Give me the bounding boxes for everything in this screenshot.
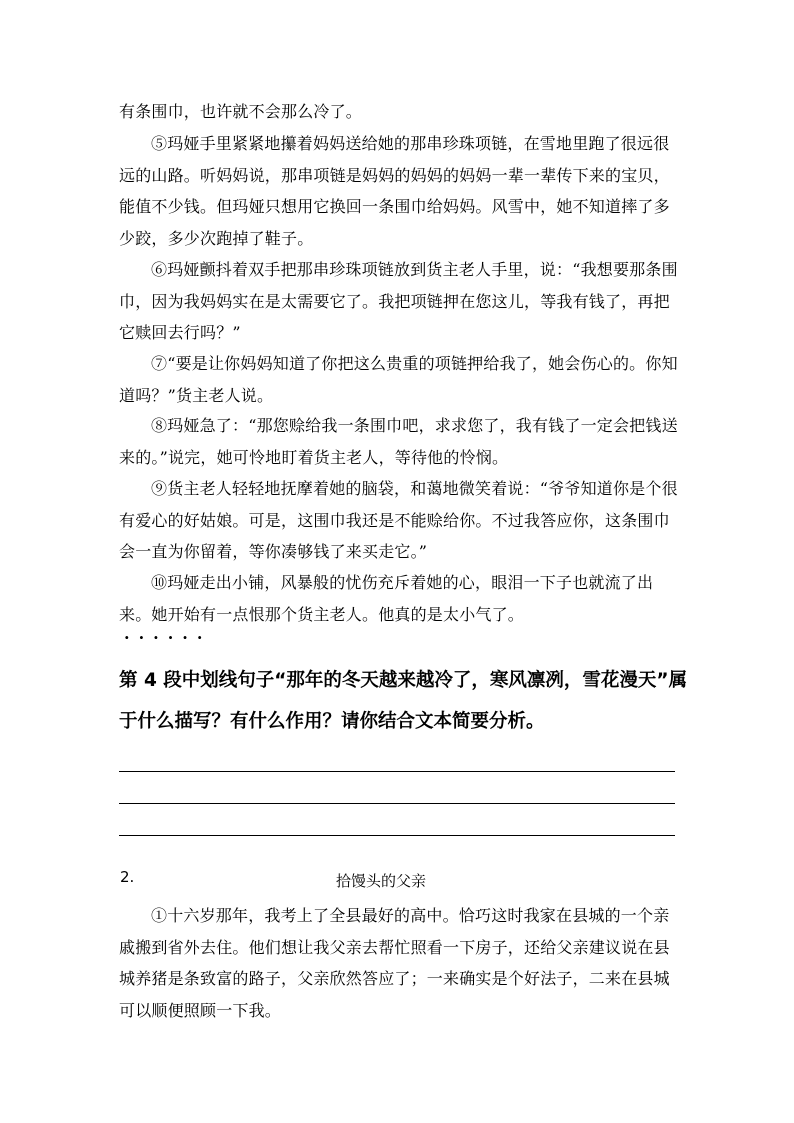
answer-line[interactable] <box>119 835 675 836</box>
passage-2-paragraph-1: ①十六岁那年，我考上了全县最好的高中。恰巧这时我家在县城的一个亲戚搬到省外去住。他们想让我父亲去帮忙照看一下房子，还给父亲建议说在县城养猪是条致富的路子，父亲欣然答应了；一来确实是个好法子，二来在县城可以顺便照顾一下我。 <box>119 906 670 1020</box>
paragraph-fragment: 有条围巾，也许就不会那么冷了。 <box>119 102 363 121</box>
passage-2-title: 拾馒头的父亲 <box>336 872 427 890</box>
paragraph-9: ⑨货主老人轻轻地抚摩着她的脑袋，和蔼地微笑着说：“爷爷知道你是个很有爱心的好姑娘。可是，这围巾我还是不能赊给你。不过我答应你，这条围巾会一直为你留着，等你凑够钱了来买走它。” <box>119 479 678 561</box>
ellipsis-dots: ······ <box>124 628 212 647</box>
question-1-text: 第 4 段中划线句子“那年的冬天越来越冷了，寒风凛冽，雪花漫天”属于什么描写？有什么作用？请你结合文本简要分析。 <box>119 670 688 732</box>
paragraph-7: ⑦“要是让你妈妈知道了你把这么贵重的项链押给我了，她会伤心的。你知道吗？”货主老人说。 <box>119 354 678 405</box>
answer-line[interactable] <box>119 803 675 804</box>
paragraph-5: ⑤玛娅手里紧紧地攥着妈妈送给她的那串珍珠项链，在雪地里跑了很远很远的山路。听妈妈说，那串项链是妈妈的妈妈的妈妈一辈一辈传下来的宝贝，能值不少钱。但玛娅只想用它换回一条围巾给妈妈。风雪中，她不知道摔了多少跤，多少次跑掉了鞋子。 <box>119 134 670 248</box>
paragraph-6: ⑥玛娅颤抖着双手把那串珍珠项链放到货主老人手里，说：“我想要那条围巾，因为我妈妈实在是太需要它了。我把项链押在您这儿，等我有钱了，再把它赎回去行吗？” <box>119 260 678 342</box>
paragraph-10: ⑩玛娅走出小铺，风暴般的忧伤充斥着她的心，眼泪一下子也就流了出来。她开始有一点恨那个货主老人。他真的是太小气了。 <box>119 573 654 624</box>
answer-line[interactable] <box>119 771 675 772</box>
question-2-number: 2. <box>120 868 135 886</box>
paragraph-8: ⑧玛娅急了：“那您赊给我一条围巾吧，求求您了，我有钱了一定会把钱送来的。”说完，她可怜地盯着货主老人，等待他的怜悯。 <box>119 416 678 467</box>
